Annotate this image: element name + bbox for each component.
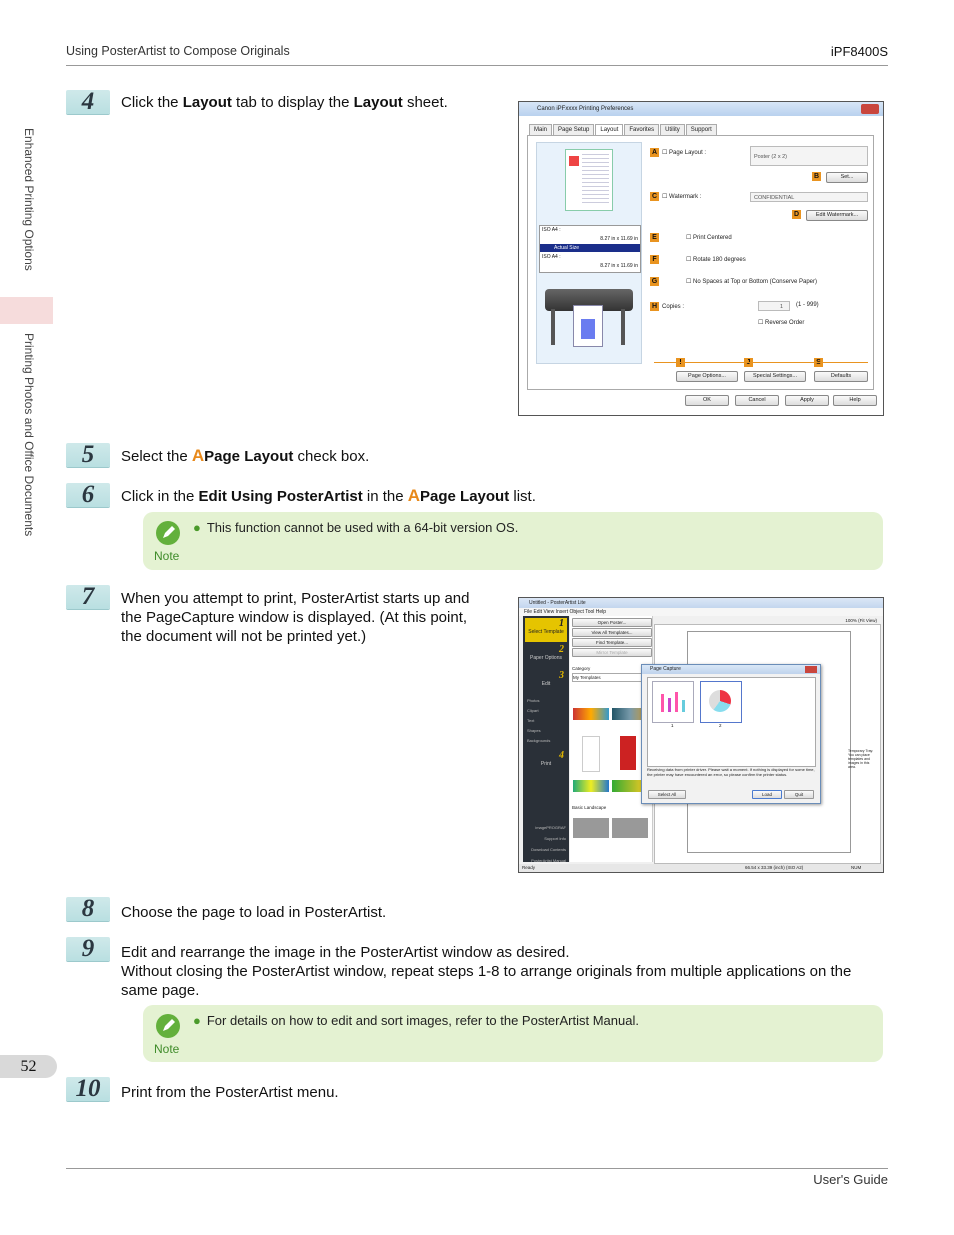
edit-items: Photos Clipart Text Shapes Backgrounds <box>527 698 551 743</box>
watermark-dropdown[interactable]: CONFIDENTIAL <box>750 192 868 202</box>
apply-button[interactable]: Apply <box>785 395 829 406</box>
side-label-upper: Enhanced Printing Options <box>22 128 36 271</box>
note-text-1: ● This function cannot be used with a 64-bit version OS. <box>193 520 519 535</box>
cancel-button[interactable]: Cancel <box>735 395 779 406</box>
step-6-text: Click in the Edit Using PosterArtist in the APage Layout list. <box>121 486 536 505</box>
page-number: 52 <box>0 1055 57 1078</box>
load-button[interactable]: Load <box>752 790 782 799</box>
step-paper-options[interactable]: 2 Paper Options <box>530 644 564 661</box>
running-header-right: iPF8400S <box>830 44 888 59</box>
tab-page-setup[interactable]: Page Setup <box>553 124 594 135</box>
tab-layout[interactable]: Layout <box>595 124 623 135</box>
help-button[interactable]: Help <box>833 395 877 406</box>
reverse-order-option[interactable]: ☐ Reverse Order <box>758 320 805 326</box>
no-spaces-option[interactable]: G ☐ No Spaces at Top or Bottom (Conserve Paper) <box>651 278 817 285</box>
step-number-10: 10 <box>66 1077 110 1101</box>
open-poster-button[interactable]: Open Poster... <box>572 618 652 627</box>
step-number-8: 8 <box>66 897 110 921</box>
note-text-2: ● For details on how to edit and sort images, refer to the PosterArtist Manual. <box>193 1013 639 1028</box>
page-label-1: 1 <box>671 723 674 728</box>
page-capture-title: Page Capture <box>642 665 820 674</box>
posterartist-menu[interactable]: File Edit View Insert Object Tool Help <box>519 608 883 616</box>
category-label: Category <box>572 666 591 671</box>
step-5-text: Select the APage Layout check box. <box>121 446 370 465</box>
step-4-text: Click the Layout tab to display the Layout sheet. <box>121 94 448 111</box>
mirror-template-button[interactable]: Mirror Template <box>572 648 652 657</box>
copies-field[interactable]: 1 <box>758 301 790 311</box>
page-label-2: 2 <box>719 723 722 728</box>
page-capture-dialog <box>641 664 821 804</box>
captured-page-2[interactable] <box>700 681 742 723</box>
step-number-6: 6 <box>66 483 110 507</box>
template-thumb[interactable] <box>573 708 609 720</box>
running-header-left: Using PosterArtist to Compose Originals <box>66 44 290 58</box>
zoom-selector[interactable]: 100% (Fit View) <box>845 618 877 623</box>
status-bar: Ready 66.54 x 33.39 (inch) (ISO A2) NUM <box>519 864 883 872</box>
template-thumb[interactable] <box>582 736 600 772</box>
tab-utility[interactable]: Utility <box>660 124 685 135</box>
footer-rule <box>66 1168 888 1169</box>
step-number-9: 9 <box>66 937 110 961</box>
support-links[interactable]: imagePROGRAF Support Info Download Contents PosterArtist Manual <box>531 825 566 863</box>
find-template-button[interactable]: Find Template... <box>572 638 652 647</box>
posterartist-title: Untitled - PosterArtist Lite <box>519 598 883 608</box>
printing-preferences-screenshot <box>518 101 884 416</box>
printer-illustration <box>543 279 635 359</box>
captured-pages-pane <box>647 677 816 767</box>
rotate-option[interactable]: F ☐ Rotate 180 degrees <box>650 255 746 264</box>
preview-page-icon <box>565 149 613 211</box>
posterartist-screenshot <box>518 597 884 873</box>
tab-support[interactable]: Support <box>686 124 717 135</box>
step-number-4: 4 <box>66 90 110 114</box>
watermark-option[interactable]: C ☐ Watermark : <box>651 193 702 200</box>
layout-preview <box>536 142 642 364</box>
header-rule <box>66 65 888 66</box>
page-capture-message: Receiving data from printer driver. Please wait a moment. If nothing is displayed for some time, the printer may have encountered an error, so please confirm the printer status. <box>647 767 815 777</box>
template-thumb[interactable] <box>620 736 636 770</box>
ok-button[interactable]: OK <box>685 395 729 406</box>
view-all-templates-button[interactable]: View All Templates... <box>572 628 652 637</box>
close-icon[interactable] <box>805 666 817 673</box>
edit-watermark-button[interactable]: Edit Watermark... <box>806 210 868 221</box>
running-footer: User's Guide <box>813 1172 888 1187</box>
side-tab-marker <box>0 297 53 324</box>
note-pencil-icon <box>156 1014 180 1038</box>
copies-range: (1 - 999) <box>796 302 819 308</box>
captured-page-1[interactable] <box>652 681 694 723</box>
paper-size-info: ISO A4 : 8.27 in x 11.69 in Actual Size ISO A4 : 8.27 in x 11.69 in <box>539 225 641 273</box>
quit-button[interactable]: Quit <box>784 790 814 799</box>
page-layout-dropdown[interactable]: Poster (2 x 2) <box>750 146 868 166</box>
dialog-title: Canon iPFxxxx Printing Preferences <box>519 102 883 116</box>
note-pencil-icon <box>156 521 180 545</box>
tab-favorites[interactable]: Favorites <box>624 124 659 135</box>
defaults-button[interactable]: Defaults <box>814 371 868 382</box>
select-all-button[interactable]: Select All <box>648 790 686 799</box>
template-thumb[interactable] <box>573 818 609 838</box>
category-dropdown[interactable]: My Templates <box>572 673 652 682</box>
posterartist-step-pane <box>523 616 569 862</box>
template-thumb[interactable] <box>612 818 648 838</box>
step-10-text: Print from the PosterArtist menu. <box>121 1084 339 1101</box>
note-label-2: Note <box>154 1042 180 1056</box>
step-number-7: 7 <box>66 585 110 609</box>
step-7-text: When you attempt to print, PosterArtist starts up and the PageCapture window is displayed. (At this point, the document will not be printed yet.) <box>121 590 470 645</box>
side-label-lower: Printing Photos and Office Documents <box>22 333 36 537</box>
step-8-text: Choose the page to load in PosterArtist. <box>121 904 387 921</box>
page-options-button[interactable]: Page Options... <box>676 371 738 382</box>
close-icon[interactable] <box>861 104 879 114</box>
step-print[interactable]: 4 Print <box>540 750 564 767</box>
dialog-tabs <box>529 124 718 135</box>
step-edit[interactable]: 3 Edit <box>541 670 564 687</box>
special-settings-button[interactable]: Special Settings... <box>744 371 806 382</box>
note-label-1: Note <box>154 549 180 563</box>
step-number-5: 5 <box>66 443 110 467</box>
print-centered-option[interactable]: E ☐ Print Centered <box>650 233 732 242</box>
tab-main[interactable]: Main <box>529 124 552 135</box>
step-select-template[interactable]: 1 Select Template <box>525 618 567 642</box>
set-button[interactable]: Set... <box>826 172 868 183</box>
step-9-text: Edit and rearrange the image in the PosterArtist window as desired. Without closing the PosterArtist window, repeat steps 1-8 to arrange originals from multiple applications on the same page. <box>121 944 852 999</box>
templates-group-label: Basic Landscape <box>572 805 607 810</box>
layout-panel: ISO A4 : 8.27 in x 11.69 in Actual Size ISO A4 : 8.27 in x 11.69 in A ☐ Page Layout : Poster (2 x 2) B Set... C ☐ Watermark : CONFIDENTIAL D Edit Watermark... E ☐ Print Centered F ☐ Rotate 180 degrees G ☐ No Spaces at Top or Bottom (Conserve Paper) H Copies : 1 (1 - 999) ☐ Reverse Order Page Options... Special Settings... Defaults <box>527 135 874 390</box>
temporary-tray-tip: Temporary Tray: You can place templates and images in this area. <box>848 749 874 769</box>
copies-label: H Copies : <box>651 303 685 310</box>
template-thumb[interactable] <box>573 780 609 792</box>
page-layout-option[interactable]: A ☐ Page Layout : <box>651 149 707 156</box>
